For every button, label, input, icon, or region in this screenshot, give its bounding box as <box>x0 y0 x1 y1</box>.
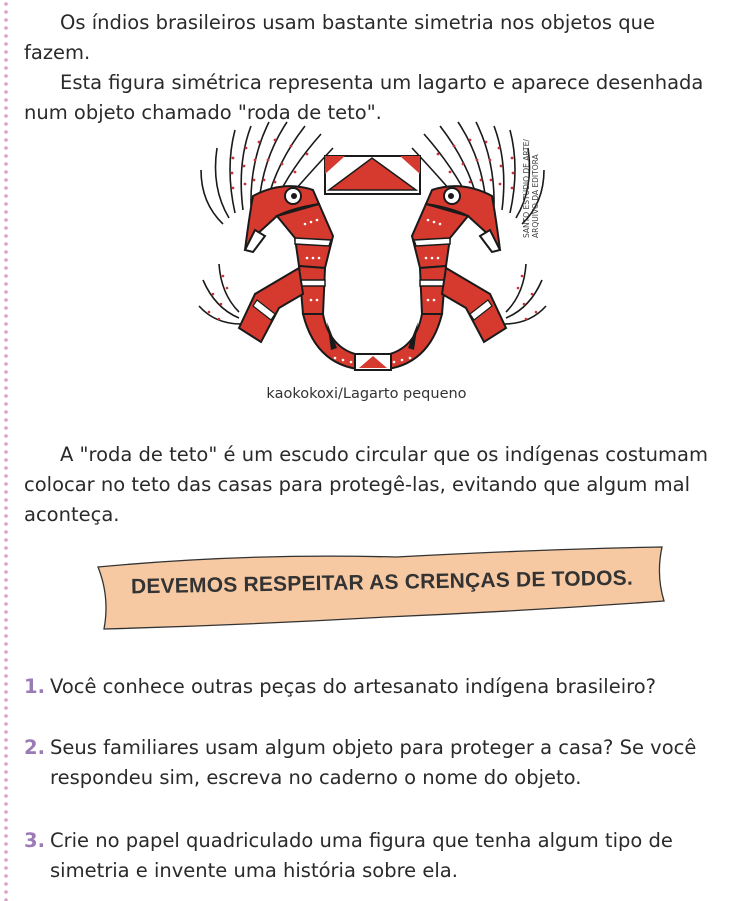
question-2 <box>24 733 714 793</box>
question-3 <box>24 826 714 886</box>
lizard-illustration <box>195 118 550 376</box>
question-number: 1. <box>24 675 45 698</box>
respect-banner <box>96 545 668 635</box>
question-text-continued: simetria e invente uma história sobre ela. <box>50 859 458 882</box>
question-text: Crie no papel quadriculado uma figura que tenha algum tipo de <box>50 829 673 852</box>
intro-line-3: num objeto chamado "roda de teto". <box>24 101 382 124</box>
question-text-continued: respondeu sim, escreva no caderno o nome do objeto. <box>50 766 582 789</box>
question-1 <box>24 672 714 702</box>
page-margin-dots <box>3 0 9 901</box>
question-text: Seus familiares usam algum objeto para proteger a casa? Se você <box>50 736 697 759</box>
credit-line-1: SANTO ESTÚDIO DE ARTE/ <box>522 139 531 238</box>
intro-line-1: Os índios brasileiros usam bastante simetria nos objetos que fazem. <box>24 11 655 64</box>
explanation-paragraph <box>24 440 714 530</box>
figure-caption: kaokokoxi/Lagarto pequeno <box>266 386 467 402</box>
intro-paragraph <box>24 8 714 128</box>
explanation-line-3: aconteça. <box>24 503 120 526</box>
image-credit <box>522 133 552 238</box>
explanation-line-1: A "roda de teto" é um escudo circular que os indígenas costumam <box>60 443 708 466</box>
credit-line-2: ARQUIVO DA EDITORA <box>531 154 540 238</box>
intro-line-2: Esta figura simétrica representa um lagarto e aparece desenhada <box>60 71 704 94</box>
question-number: 2. <box>24 736 45 759</box>
question-number: 3. <box>24 829 45 852</box>
explanation-line-2: colocar no teto das casas para protegê-las, evitando que algum mal <box>24 473 690 496</box>
banner-text: DEVEMOS RESPEITAR AS CRENÇAS DE TODOS. <box>130 566 634 599</box>
question-text: Você conhece outras peças do artesanato indígena brasileiro? <box>50 675 657 698</box>
